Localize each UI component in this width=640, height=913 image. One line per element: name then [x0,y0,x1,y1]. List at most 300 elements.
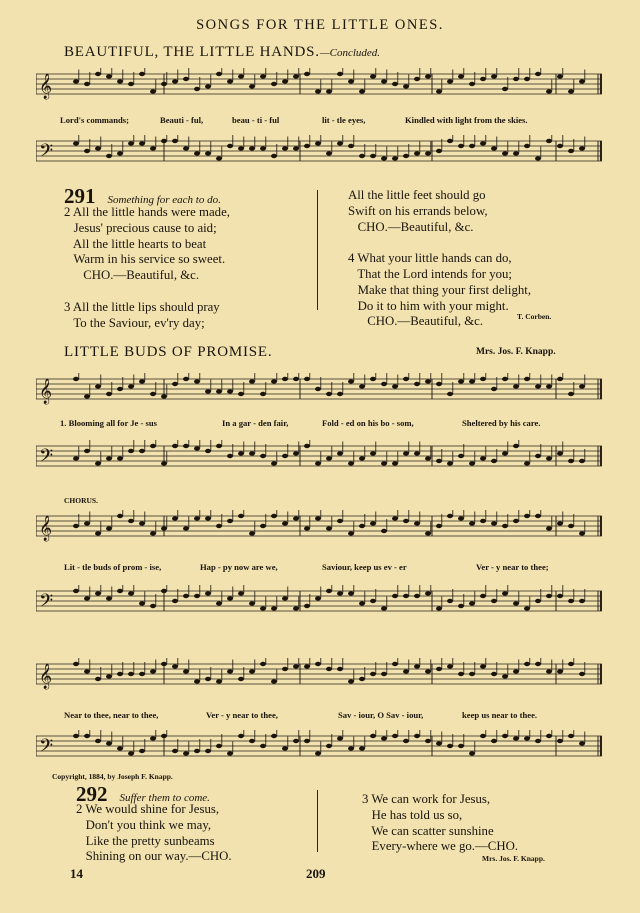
chorus-lyric-1: Lit - tle buds of prom - ise, [64,562,162,572]
note-head [337,141,343,145]
note-head [579,79,585,83]
note-head [513,601,519,605]
note-head [205,677,211,681]
note-head [458,744,464,748]
note-head [73,734,79,738]
song1-title-text: BEAUTIFUL, THE LITTLE HANDS. [64,44,320,60]
song1-treble-staff [36,68,602,99]
song2-treble-staff-1 [36,373,602,404]
note-head [546,384,552,388]
note-head [249,451,255,455]
note-head [216,156,222,160]
note-head [381,461,387,465]
note-head [117,514,123,518]
song1-lyric-2: Beauti - ful, [160,115,204,125]
note-head [469,601,475,605]
note-head [95,591,101,595]
note-head [238,392,244,396]
note-head [403,84,409,88]
song1-bass-staff [36,135,602,166]
song1-title [64,44,380,61]
note-head [117,672,123,676]
note-head [579,599,585,603]
note-head [546,456,552,460]
note-head [150,531,156,535]
note-head [128,384,134,388]
note-head [557,377,563,381]
hymn292-author: Mrs. Jos. F. Knapp. [482,854,545,863]
note-head [502,377,508,381]
note-head [205,516,211,520]
note-head [546,594,552,598]
note-head [205,84,211,88]
note-head [469,521,475,525]
song1-lyric-1: Lord's commands; [60,115,129,125]
note-head [524,144,530,148]
note-head [370,521,376,525]
note-head [95,461,101,465]
note-head [227,751,233,755]
note-head [513,736,519,740]
note-head [249,379,255,383]
hymn292-verses-left: 2 We would shine for Jesus, Don't you think we may, Like the pretty sunbeams Shining on our way.—CHO. [76,802,232,864]
note-head [271,514,277,518]
note-head [524,514,530,518]
note-head [458,74,464,78]
note-head [227,79,233,83]
song2-verse-lyric-3: Fold - ed on his bo - som, [322,418,414,428]
note-head [315,516,321,520]
note-head [106,456,112,460]
note-head [337,736,343,740]
note-head [227,144,233,148]
note-head [304,739,310,743]
note-head [205,749,211,753]
final-lyric-1: Near to thee, near to thee, [64,710,159,720]
note-head [480,141,486,145]
note-head [414,382,420,386]
note-head [392,594,398,598]
note-head [150,392,156,396]
note-head [447,599,453,603]
clef-icon: 𝄞 [39,664,53,689]
note-head [568,599,574,603]
note-head [161,82,167,86]
note-head [95,384,101,388]
note-head [546,89,552,93]
note-head [436,524,442,528]
note-head [249,531,255,535]
note-head [304,377,310,381]
note-head [392,156,398,160]
note-head [282,377,288,381]
note-head [238,591,244,595]
note-head [128,672,134,676]
note-head [227,596,233,600]
note-head [337,451,343,455]
note-head [348,144,354,148]
note-head [205,449,211,453]
note-head [392,662,398,666]
note-head [381,382,387,386]
note-head [73,141,79,145]
note-head [150,604,156,608]
note-head [293,377,299,381]
song2-bass-staff-3 [36,730,602,761]
note-head [106,392,112,396]
note-head [139,449,145,453]
note-head [183,669,189,673]
hymn291-verses-left: 2 All the little hands were made, Jesus' precious cause to aid; All the little hearts to beat Warm in his service so sweet. CHO.—Beautiful, &c. 3 All the little lips should pray To the Saviour, ev'ry day; [64,205,230,330]
note-head [172,599,178,603]
note-head [425,456,431,460]
note-head [117,151,123,155]
note-head [425,669,431,673]
note-head [370,672,376,676]
note-head [304,604,310,608]
note-head [73,377,79,381]
note-head [227,389,233,393]
note-head [436,667,442,671]
note-head [491,387,497,391]
note-head [73,524,79,528]
note-head [546,669,552,673]
note-head [161,662,167,666]
note-head [315,89,321,93]
note-head [84,449,90,453]
note-head [502,524,508,528]
note-head [172,664,178,668]
note-head [95,739,101,743]
note-head [271,82,277,86]
note-head [139,672,145,676]
song2-title: LITTLE BUDS OF PROMISE. [64,344,273,360]
note-head [304,144,310,148]
note-head [161,526,167,530]
note-head [194,679,200,683]
note-head [293,606,299,610]
note-head [513,519,519,523]
column-divider-2 [317,790,318,852]
note-head [491,599,497,603]
note-head [337,591,343,595]
hymn291-number: 291 [64,184,96,208]
note-head [260,146,266,150]
note-head [436,149,442,153]
note-head [436,741,442,745]
note-head [480,734,486,738]
note-head [568,734,574,738]
note-head [513,384,519,388]
note-head [491,521,497,525]
note-head [513,77,519,81]
note-head [579,146,585,150]
note-head [348,461,354,465]
note-head [260,744,266,748]
note-head [84,734,90,738]
note-head [84,669,90,673]
chorus-lyric-2: Hap - py now are we, [200,562,278,572]
note-head [381,79,387,83]
song2-bass-staff-2 [36,585,602,616]
song2-bass-staff-1 [36,440,602,471]
note-head [392,384,398,388]
note-head [106,74,112,78]
note-head [469,82,475,86]
note-head [491,74,497,78]
note-head [425,591,431,595]
note-head [480,456,486,460]
note-head [282,454,288,458]
note-head [315,751,321,755]
note-head [227,669,233,673]
note-head [271,154,277,158]
note-head [117,387,123,391]
note-head [128,751,134,755]
note-head [436,606,442,610]
note-head [348,379,354,383]
note-head [271,679,277,683]
clef-icon: 𝄞 [39,516,53,541]
note-head [359,456,365,460]
note-head [95,531,101,535]
note-head [403,594,409,598]
final-lyric-4: keep us near to thee. [462,710,538,720]
clef-icon: 𝄢 [39,446,54,471]
note-head [337,72,343,76]
note-head [535,72,541,76]
note-head [304,72,310,76]
note-head [95,72,101,76]
note-head [458,672,464,676]
note-head [106,154,112,158]
note-head [381,606,387,610]
note-head [502,87,508,91]
note-head [458,454,464,458]
note-head [238,74,244,78]
note-head [216,524,222,528]
note-head [271,734,277,738]
clef-icon: 𝄞 [39,74,53,99]
note-head [238,734,244,738]
note-head [436,459,442,463]
note-head [480,519,486,523]
note-head [106,741,112,745]
note-head [535,156,541,160]
note-head [502,734,508,738]
note-head [535,454,541,458]
note-head [227,454,233,458]
note-head [84,521,90,525]
note-head [194,151,200,155]
note-head [150,89,156,93]
note-head [293,739,299,743]
note-head [194,594,200,598]
note-head [491,146,497,150]
note-head [326,667,332,671]
note-head [557,669,563,673]
note-head [414,664,420,668]
note-head [84,149,90,153]
note-head [337,667,343,671]
note-head [348,679,354,683]
note-head [172,382,178,386]
note-head [161,461,167,465]
note-head [535,662,541,666]
note-head [139,749,145,753]
note-head [282,146,288,150]
note-head [370,377,376,381]
note-head [194,446,200,450]
clef-icon: 𝄢 [39,591,54,616]
note-head [524,77,530,81]
note-head [348,79,354,83]
hymn292-verses-right: 3 We can work for Jesus, He has told us so, We can scatter sunshine Every-where we go.—CHO. [362,792,519,854]
song2-verse-lyric-2: In a gar - den fair, [222,418,289,428]
note-head [491,739,497,743]
note-head [436,382,442,386]
note-head [579,672,585,676]
note-head [326,392,332,396]
note-head [282,596,288,600]
note-head [216,679,222,683]
note-head [238,514,244,518]
note-head [502,451,508,455]
note-head [238,677,244,681]
note-head [337,392,343,396]
note-head [524,461,530,465]
note-head [194,749,200,753]
note-head [414,151,420,155]
note-head [249,146,255,150]
note-head [271,379,277,383]
note-head [359,746,365,750]
note-head [106,596,112,600]
note-head [502,151,508,155]
note-head [106,526,112,530]
page-number-center: 209 [306,866,326,881]
note-head [403,739,409,743]
note-head [293,516,299,520]
page-header: SONGS FOR THE LITTLE ONES. [196,17,444,33]
note-head [282,79,288,83]
note-head [216,744,222,748]
note-head [381,736,387,740]
note-head [425,74,431,78]
note-head [403,154,409,158]
note-head [260,454,266,458]
note-head [381,529,387,533]
note-head [414,451,420,455]
note-head [557,144,563,148]
note-head [392,82,398,86]
note-head [557,739,563,743]
note-head [403,451,409,455]
chorus-lyric-3: Saviour, keep us ev - er [322,562,407,572]
note-head [447,744,453,748]
note-head [95,677,101,681]
hymn292-subtitle: Suffer them to come. [119,792,210,804]
note-head [370,74,376,78]
note-head [117,589,123,593]
note-head [139,72,145,76]
note-head [183,146,189,150]
note-head [326,89,332,93]
note-head [139,379,145,383]
note-head [458,379,464,383]
note-head [95,146,101,150]
note-head [260,524,266,528]
note-head [216,601,222,605]
note-head [381,156,387,160]
copyright-note: Copyright, 1884, by Joseph F. Knapp. [52,772,173,781]
note-head [139,141,145,145]
note-head [227,519,233,523]
final-lyric-2: Ver - y near to thee, [206,710,278,720]
note-head [414,734,420,738]
note-head [480,377,486,381]
note-head [447,139,453,143]
note-head [513,444,519,448]
note-head [150,736,156,740]
note-head [128,519,134,523]
note-head [128,591,134,595]
note-head [458,604,464,608]
note-head [425,739,431,743]
note-head [282,746,288,750]
note-head [469,461,475,465]
song1-subtitle: —Concluded. [319,47,381,59]
song1-lyric-4: lit - tle eyes, [322,115,366,125]
note-head [524,736,530,740]
note-head [315,387,321,391]
note-head [568,149,574,153]
note-head [260,74,266,78]
note-head [568,459,574,463]
note-head [304,444,310,448]
note-head [447,461,453,465]
note-head [447,664,453,668]
note-head [205,151,211,155]
note-head [172,749,178,753]
note-head [271,606,277,610]
note-head [535,384,541,388]
note-head [370,154,376,158]
note-head [183,377,189,381]
note-head [546,734,552,738]
note-head [183,526,189,530]
note-head [403,377,409,381]
hymn291-subtitle: Something for each to do. [107,194,221,206]
note-head [491,459,497,463]
note-head [172,139,178,143]
note-head [260,392,266,396]
note-head [480,594,486,598]
note-head [469,672,475,676]
note-head [315,141,321,145]
note-head [502,591,508,595]
note-head [216,444,222,448]
note-head [579,531,585,535]
note-head [183,77,189,81]
note-head [293,451,299,455]
clef-icon: 𝄞 [39,379,53,404]
hymn292-number: 292 [76,782,108,806]
note-head [359,601,365,605]
note-head [546,139,552,143]
note-head [315,662,321,666]
note-head [117,79,123,83]
